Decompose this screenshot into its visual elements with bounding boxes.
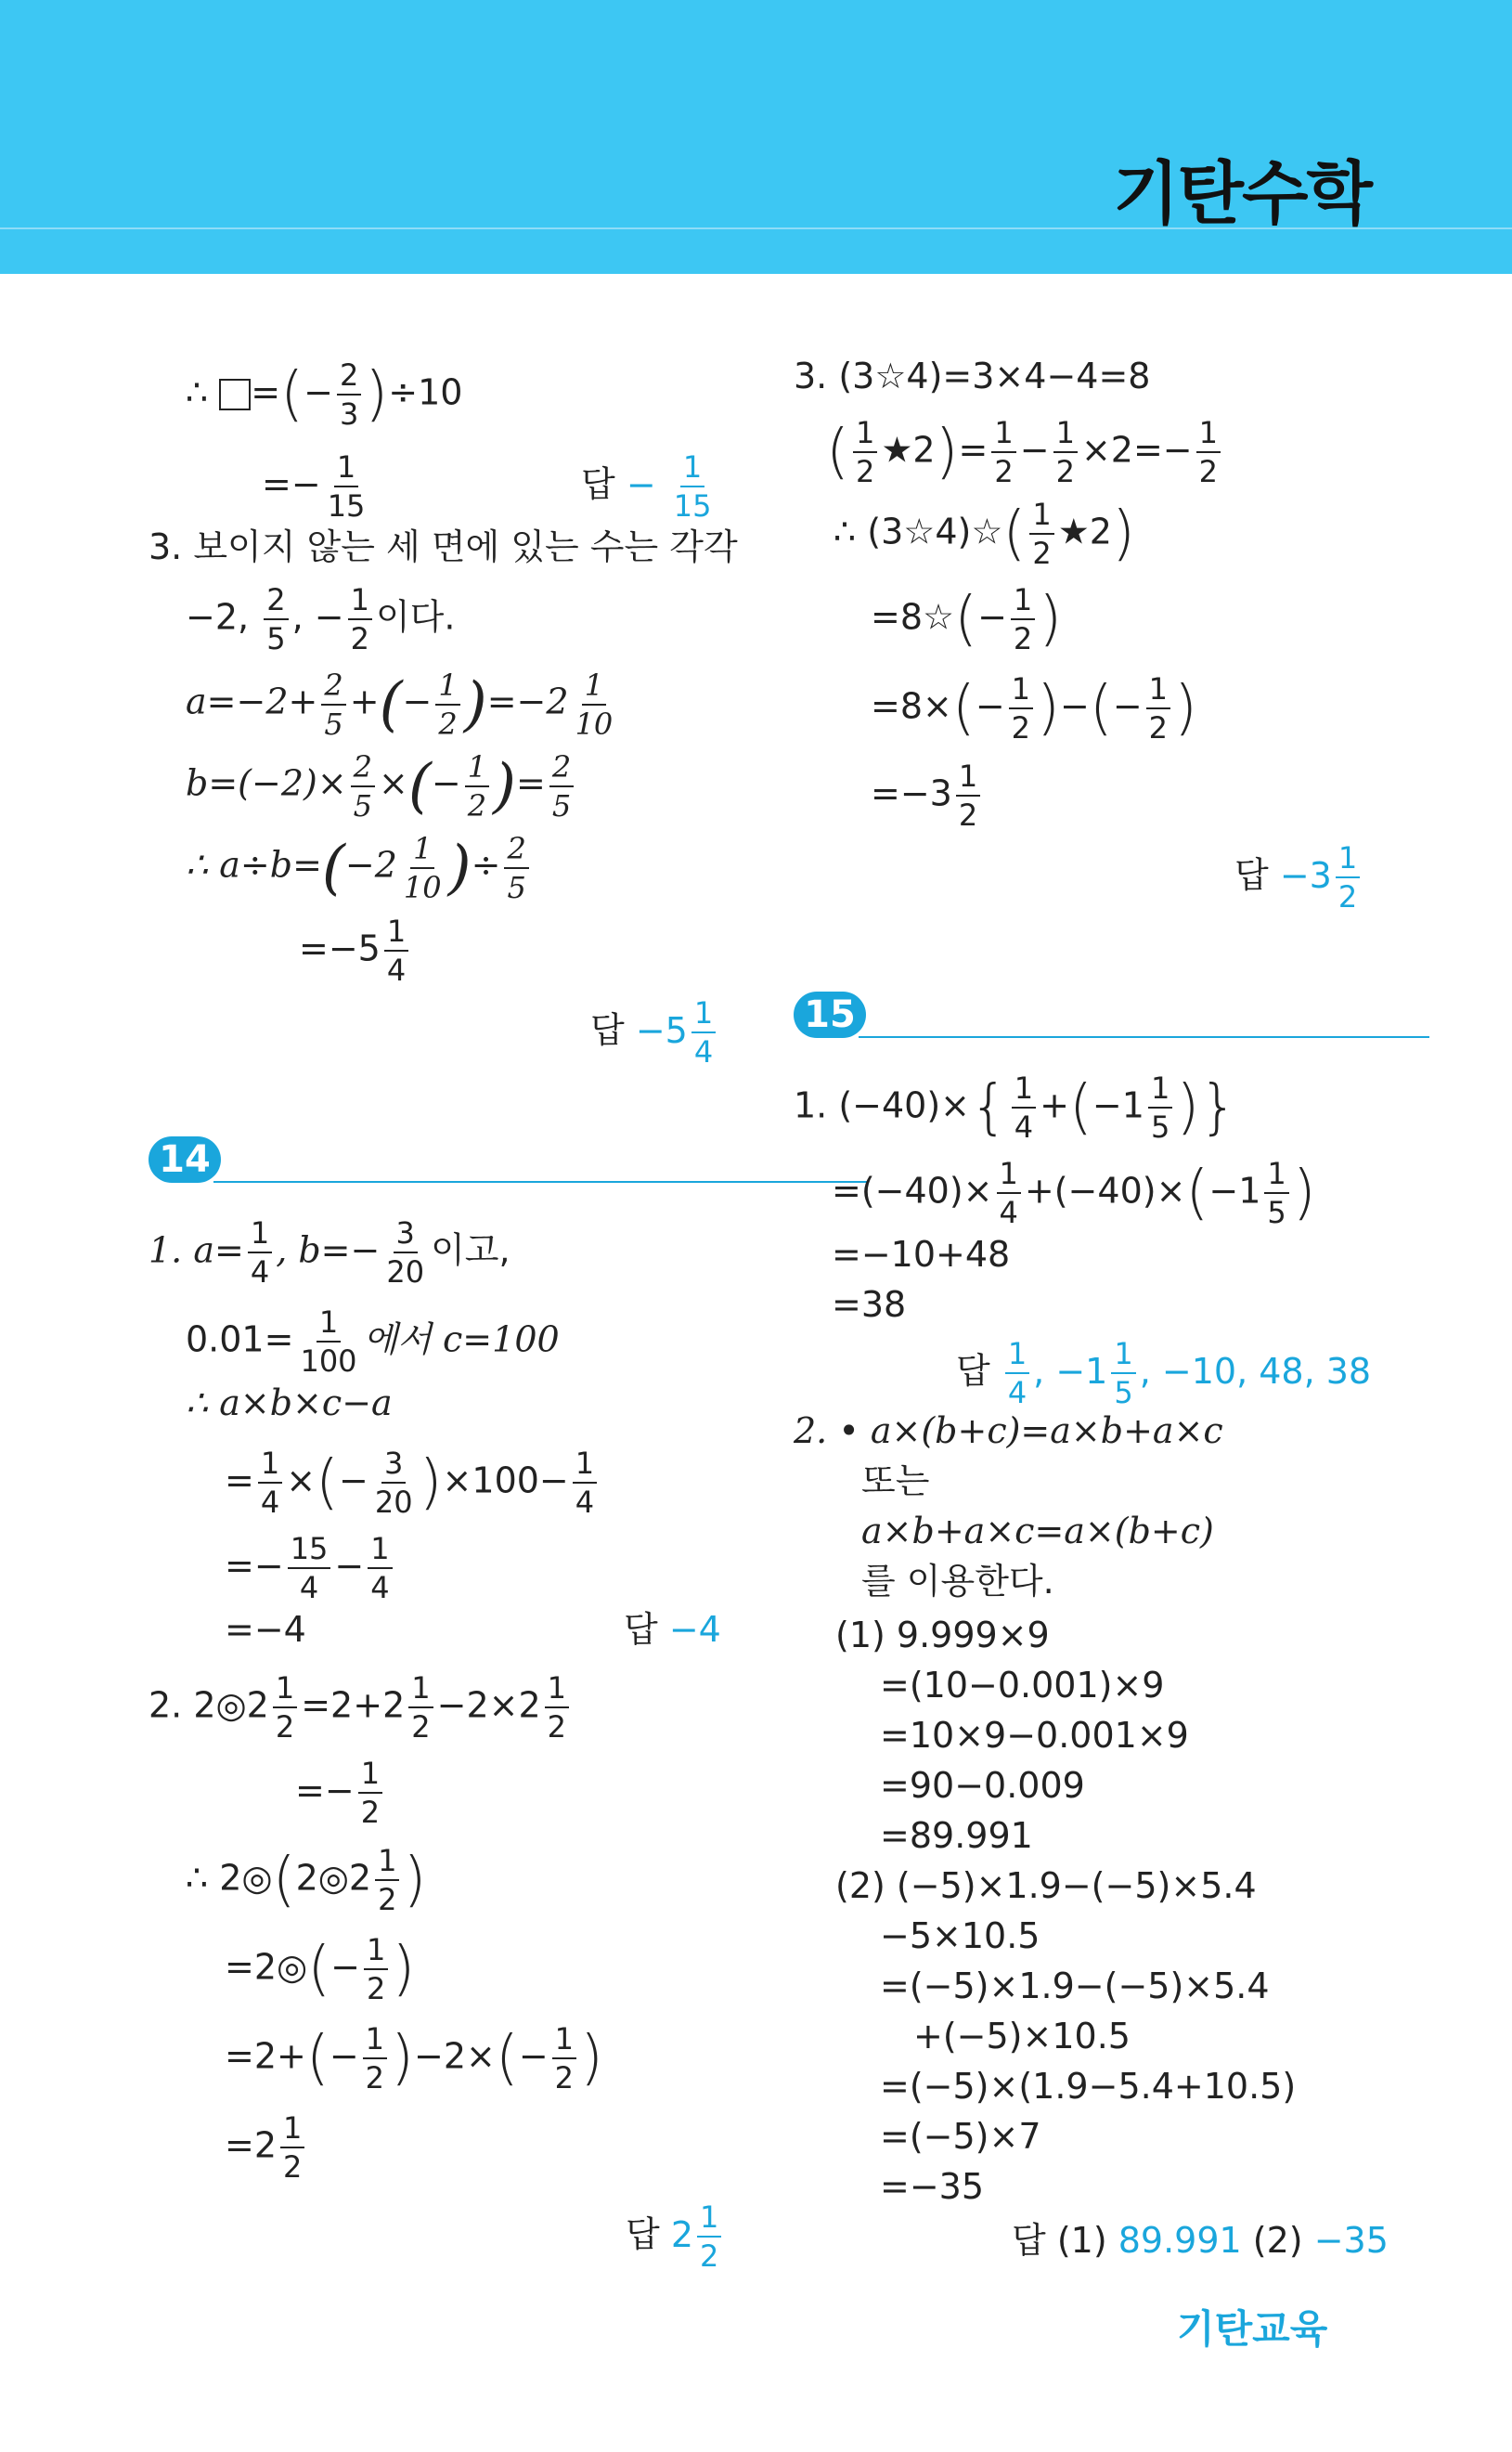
r3-line-1: 3. (3☆4)=3×4−4=8 — [794, 356, 1151, 396]
section-15-header — [794, 992, 866, 1038]
answer-15-2: 답 (1) 89.991 (2) −35 — [1012, 2220, 1389, 2261]
b-equation: b=(−2)× $\frac{2}{5}$ ×(− $\frac{1}{2}$ )= $\frac{2}{5}$ — [186, 752, 577, 821]
answer-14-1: 답 −4 — [624, 1609, 721, 1650]
q15-2-line-10: (2) (−5)×1.9−(−5)×5.4 — [835, 1865, 1257, 1906]
brand-logo: 기탄수학 — [1113, 154, 1371, 234]
q15-2-line-16: =−35 — [880, 2166, 985, 2207]
left-line-1: ∴ =(− $\frac{2}{3}$ )÷10 — [186, 357, 463, 432]
q14-2-line-6: =2 $\frac{1}{2}$ — [225, 2113, 308, 2182]
blank-box — [219, 379, 251, 410]
q15-2-line-11: −5×10.5 — [880, 1915, 1040, 1956]
q15-2-line-14: =(−5)×(1.9−5.4+10.5) — [880, 2066, 1297, 2107]
q15-1-line-1: 1. (−40)×{ $\frac{1}{4}$ +(−1 $\frac{1}{5}$ )} — [794, 1070, 1237, 1145]
section-14-header — [149, 1136, 221, 1183]
q14-1-line-6: =−4 — [225, 1609, 306, 1650]
answer-15-1: 답 $\frac{1}{4}$ , −1 $\frac{1}{5}$ , −10, 48, 38 — [956, 1336, 1372, 1410]
q15-2-line-2: 또는 — [861, 1460, 930, 1501]
q14-1-line-3: ∴ a×b×c−a — [186, 1382, 393, 1423]
answer-14-2: 답 2 $\frac{1}{2}$ — [626, 2202, 725, 2271]
ab-equation: ∴ a÷b=(−2 $\frac{1}{10}$ )÷ $\frac{2}{5}$ — [186, 834, 533, 902]
q15-2-line-7: =10×9−0.001×9 — [880, 1715, 1189, 1756]
section-14-rule — [213, 1181, 868, 1183]
answer-line-2: 답 −5 $\frac{1}{4}$ — [590, 998, 719, 1067]
r3-line-2: ( $\frac{1}{2}$ ★2)= $\frac{1}{2}$ − $\frac{1}{2}$ ×2=− $\frac{1}{2}$ — [826, 418, 1224, 487]
q14-1-line-4: = $\frac{1}{4}$ ×(− $\frac{3}{20}$ )×100− $\frac{1}{4}$ — [225, 1448, 601, 1517]
q15-1-line-3: =−10+48 — [832, 1234, 1011, 1275]
q14-2-line-3: ∴ 2◎(2◎2 $\frac{1}{2}$ ) — [186, 1843, 427, 1917]
footer-brand-logo: 기탄교육 — [1177, 2306, 1328, 2352]
q15-2-line-4: 를 이용한다. — [861, 1561, 1054, 1602]
q15-2-line-13: +(−5)×10.5 — [913, 2016, 1131, 2056]
problem-3-title: 3. 보이지 않는 세 면에 있는 수는 각각 — [149, 526, 738, 567]
q15-2-line-8: =90−0.009 — [880, 1765, 1085, 1806]
q15-2-line-5: (1) 9.999×9 — [835, 1615, 1050, 1655]
q14-2-line-5: =2+(− $\frac{1}{2}$ )−2×(− $\frac{1}{2}$ ) — [225, 2021, 603, 2095]
q15-2-line-9: =89.991 — [880, 1815, 1033, 1856]
q14-1-line-2: 0.01= $\frac{1}{100}$ 에서 c=100 — [186, 1304, 560, 1379]
q14-1-line-5: =− $\frac{15}{4}$ − $\frac{1}{4}$ — [225, 1534, 396, 1602]
section-14-badge: 14 — [149, 1136, 221, 1183]
q14-2-line-4: =2◎(− $\frac{1}{2}$ ) — [225, 1932, 416, 2006]
r3-line-6: =−3 $\frac{1}{2}$ — [871, 761, 984, 830]
ab-result: =−5 $\frac{1}{4}$ — [299, 916, 412, 985]
q15-2-line-12: =(−5)×1.9−(−5)×5.4 — [880, 1965, 1270, 2006]
q14-2-line-1: 2. 2◎2 $\frac{1}{2}$ =2+2 $\frac{1}{2}$ −2×2 $\frac{1}{2}$ — [149, 1673, 573, 1742]
q14-2-line-2: =− $\frac{1}{2}$ — [295, 1758, 386, 1827]
r3-line-5: =8×(− $\frac{1}{2}$ )−(− $\frac{1}{2}$ ) — [871, 671, 1197, 746]
q14-1-line-1: 1. a= $\frac{1}{4}$ , b=− $\frac{3}{20}$ 이고, — [149, 1215, 510, 1290]
answer-line-1: 답 − $\frac{1}{15}$ — [581, 449, 712, 524]
a-equation: a=−2+ $\frac{2}{5}$ +(− $\frac{1}{2}$ )=−2 $\frac{1}{10}$ — [186, 668, 614, 742]
r3-line-4: =8☆(− $\frac{1}{2}$ ) — [871, 582, 1063, 656]
section-15-badge: 15 — [794, 992, 866, 1038]
q15-2-line-3: a×b+a×c=a×(b+c) — [861, 1511, 1214, 1551]
q15-1-line-4: =38 — [832, 1284, 907, 1325]
problem-3-list: −2, $\frac{2}{5}$ , − $\frac{1}{2}$ 이다. — [186, 582, 456, 656]
q15-2-line-15: =(−5)×7 — [880, 2116, 1041, 2157]
answer-r3: 답 −3 $\frac{1}{2}$ — [1234, 843, 1363, 912]
q15-1-line-2: =(−40)× $\frac{1}{4}$ +(−40)×(−1 $\frac{1}{5}$ ) — [832, 1156, 1316, 1230]
q15-2-line-6: =(10−0.001)×9 — [880, 1665, 1165, 1706]
section-15-rule — [859, 1036, 1429, 1038]
q15-2-line-1: 2. • a×(b+c)=a×b+a×c — [794, 1410, 1223, 1451]
r3-line-3: ∴ (3☆4)☆( $\frac{1}{2}$ ★2) — [834, 497, 1135, 571]
left-line-2: =− $\frac{1}{15}$ — [262, 449, 366, 524]
